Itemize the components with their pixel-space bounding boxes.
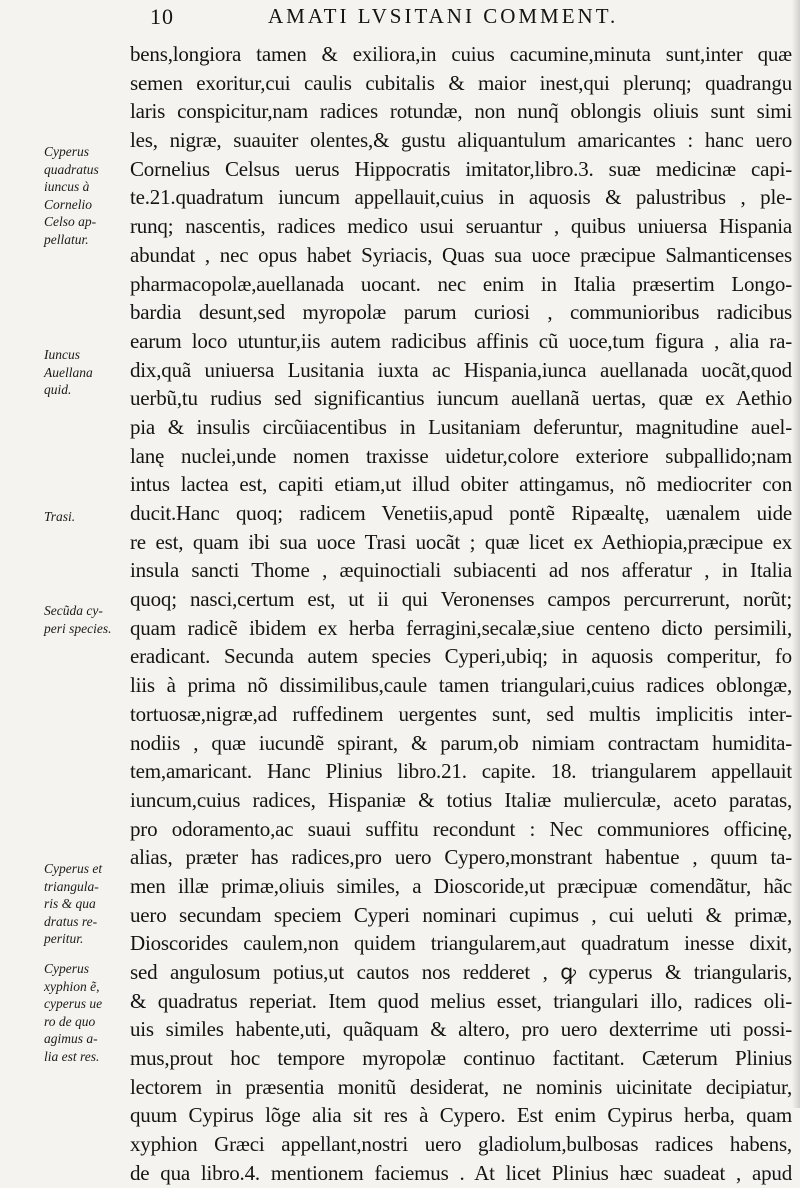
text-line: pia & insulis circũiacentibus in Lusitaniam deferuntur, magnitudine auel- xyxy=(130,414,792,439)
margin-note-trasi xyxy=(44,508,124,526)
margin-note-cyperus-xyphion xyxy=(44,960,124,1065)
text-line: alias, præter has radices,pro uero Cypero,monstrant habentue , quum ta- xyxy=(130,845,792,870)
text-line: laris conspicitur,nam radices rotundæ, non nunq̃ oblongis oliuis sunt simi xyxy=(130,99,792,124)
margin-note-cyperus-quadratus xyxy=(44,143,124,248)
text-line: sed angulosum potius,ut cautos nos redderet , ꝙ cyperus & triangularis, xyxy=(130,960,792,984)
margin-note-iuncus-auellana xyxy=(44,346,124,399)
text-line: quam radicẽ ibidem ex herba ferragini,secalæ,siue centeno dicto persimili, xyxy=(130,615,792,640)
margin-note-line: Trasi. xyxy=(44,509,76,524)
text-line: semen exoritur,cui caulis cubitalis & maior inest,qui plerunq; quadrangu xyxy=(130,70,792,95)
margin-note-line: pellatur. xyxy=(44,231,89,247)
margin-note-line: ris & qua xyxy=(44,896,96,911)
text-line: dix,quã uniuersa Lusitania iuxta ac Hispania,iunca auellanada uocãt,quod xyxy=(130,357,792,382)
body-text xyxy=(130,40,792,1188)
text-line: lanę nuclei,unde nomen traxisse uidetur,colore exteriore subpallido;nam xyxy=(130,443,792,468)
margin-note-cyperus-triangularis xyxy=(44,860,124,948)
margin-note-line: Cornelio xyxy=(44,196,93,212)
text-line: ducit.Hanc quoq; radicem Venetiis,apud pontẽ Ripæaltę, uænalem uide xyxy=(130,501,792,525)
text-line: quum Cypirus lõge alia sit res à Cypero. Est enim Cypirus herba, quam xyxy=(130,1103,792,1128)
text-line: men illæ primæ,oliuis similes, a Dioscoride,ut præcipuæ comendãtur, hãc xyxy=(130,873,792,898)
margin-note-line: quadratus xyxy=(44,161,99,177)
margin-note-line: peritur. xyxy=(44,931,84,946)
text-line: lectorem in præsentia monitũ desiderat, ne nominis uicinitate decipiatur, xyxy=(130,1074,792,1099)
text-line: bens,longiora tamen & exiliora,in cuius cacumine,minuta sunt,inter quæ xyxy=(130,42,792,66)
text-line: & quadratus reperiat. Item quod melius esset, triangulari illo, radices oli- xyxy=(130,988,792,1013)
text-line: tem,amaricant. Hanc Plinius libro.21. capite. 18. triangularem appellauit xyxy=(130,759,792,784)
text-line: uero secundam speciem Cyperi nominari cupimus , cui ueluti & primæ, xyxy=(130,902,792,927)
margin-note-line: triangula- xyxy=(44,878,99,894)
margin-note-line: Cyperus et xyxy=(44,861,103,876)
margin-note-line: Celso ap- xyxy=(44,214,97,229)
text-line: pro odoramento,ac suaui suffitu recondunt : Nec communiores officinę, xyxy=(130,816,792,841)
margin-note-line: Cyperus xyxy=(44,961,89,976)
page-number: 10 xyxy=(150,4,174,29)
text-line: uerbũ,tu rudius sed significantius iuncum auellanã uertas, quæ ex Aethio xyxy=(130,386,792,411)
text-line: xyphion Græci appellant,nostri uero gladiolum,bulbosas radices habens, xyxy=(130,1132,792,1157)
text-line: uis similes habente,uti, quãquam & altero, pro uero dexterrime uti possi- xyxy=(130,1017,792,1042)
running-title: AMATI LVSITANI COMMENT. xyxy=(268,4,619,28)
margin-notes xyxy=(0,0,125,1108)
margin-note-line: lia est res. xyxy=(44,1048,100,1064)
margin-note-line: iuncus à xyxy=(44,179,90,194)
margin-note-line: Cyperus xyxy=(44,144,89,159)
text-line: liis à prima nõ dissimilibus,caule tamen triangulari,cuius radices oblongæ, xyxy=(130,673,792,698)
text-line: mus,prout hoc tempore myropolæ continuo factitant. Cæterum Plinius xyxy=(130,1046,792,1071)
margin-note-line: Auellana xyxy=(44,364,93,380)
text-line: eradicant. Secunda autem species Cyperi,ubiq; in aquosis comperitur, fo xyxy=(130,644,792,669)
margin-note-line: xyphion ẽ, xyxy=(44,978,100,994)
text-line: runq; nascentis, radices medico usui seruantur , quibus uniuersa Hispania xyxy=(130,214,792,239)
margin-note-secunda-species xyxy=(44,602,124,637)
text-line: nodiis , quæ iucundẽ spirant, & parum,ob nimiam contractam humidita- xyxy=(130,730,792,755)
text-line: abundat , nec opus habet Syriacis, Quas sua uoce præcipue Salmanticenses xyxy=(130,242,792,267)
text-line: re est, quam ibi sua uoce Trasi uocãt ; quæ licet ex Aethiopia,præcipue ex xyxy=(130,529,792,554)
margin-note-line: quid. xyxy=(44,382,72,397)
margin-note-line: cyperus ue xyxy=(44,996,103,1011)
text-line: intus lactea est, capiti etiam,ut illud obiter attingamus, nõ mediocriter con xyxy=(130,472,792,497)
text-line: tortuosæ,nigræ,ad ruffedinem uergentes sunt, sed multis implicitis inter- xyxy=(130,701,792,726)
text-line: te.21.quadratum iuncum appellauit,cuius in aquosis & palustribus , ple- xyxy=(130,185,792,210)
text-line: iuncum,cuius radices, Hispaniæ & totius Italiæ mulierculæ, aceto paratas, xyxy=(130,787,792,812)
text-line: Dioscorides caulem,non quidem triangularem,aut quadratum inesse dixit, xyxy=(130,931,792,956)
margin-note-line: agimus a- xyxy=(44,1031,98,1046)
margin-note-line: peri species. xyxy=(44,620,112,636)
text-line: earum loco utuntur,iis autem radicibus affinis cũ uoce,tum figura , alia ra- xyxy=(130,328,792,353)
text-line: insula sancti Thome , æquinoctiali subiacenti ad nos afferatur , in Italia xyxy=(130,558,792,583)
text-line: bardia desunt,sed myropolæ parum curiosi , communioribus radicibus xyxy=(130,300,792,325)
page-edge-shadow xyxy=(792,0,800,1108)
text-line: quoq; nasci,certum est, ut ii qui Veronenses campos percurrerunt, norũt; xyxy=(130,587,792,612)
margin-note-line: ro de quo xyxy=(44,1013,96,1029)
text-line: de qua libro.4. mentionem faciemus . At licet Plinius hæc suadeat , apud xyxy=(130,1160,792,1185)
text-line: pharmacopolæ,auellanada uocant. nec enim in Italia præsertim Longo- xyxy=(130,271,792,296)
margin-note-line: Iuncus xyxy=(44,347,80,362)
text-line: les, nigræ, suauiter olentes,& gustu aliquantulum amaricantes : hanc uero xyxy=(130,128,792,153)
margin-note-line: Secũda cy- xyxy=(44,603,103,618)
margin-note-line: dratus re- xyxy=(44,913,98,929)
text-line: Cornelius Celsus uerus Hippocratis imitator,libro.3. suæ medicinæ capi- xyxy=(130,156,792,181)
